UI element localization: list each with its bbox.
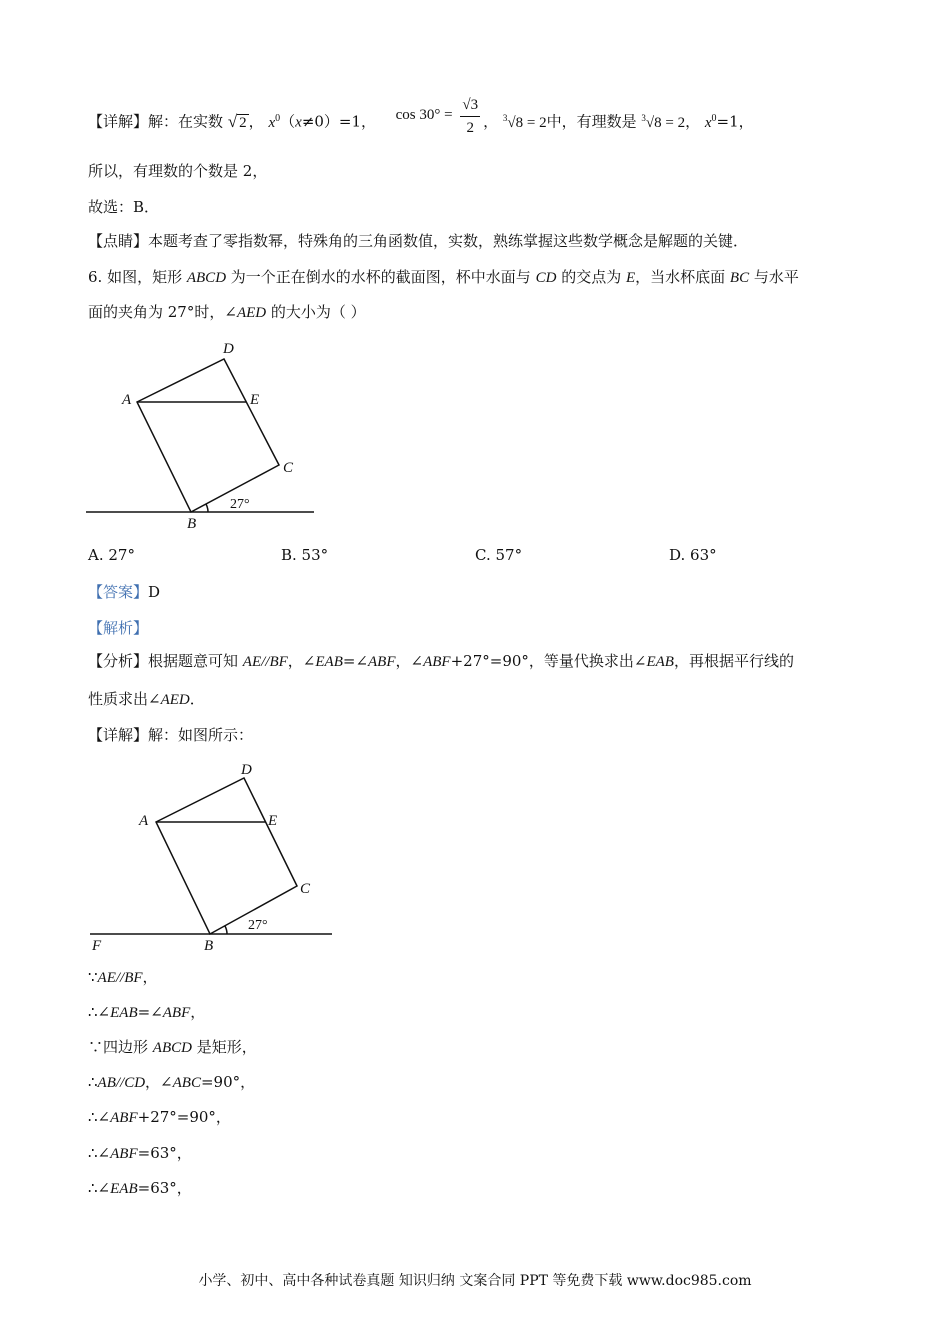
- step-2: ∴∠EAB=∠ABF，: [88, 1003, 206, 1021]
- answer-tag: 【答案】: [88, 583, 149, 601]
- analysis-line-1: 【分析】根据题意可知 AE//BF，∠EAB=∠ABF，∠ABF+27°=90°，等量代换求出∠EAB，再根据平行线的: [88, 652, 794, 670]
- step-1: ∵AE//BF，: [88, 968, 158, 986]
- step-4: ∴AB//CD，∠ABC=90°，: [88, 1073, 256, 1091]
- label-d: D: [223, 341, 234, 357]
- angle-label-2: 27°: [248, 918, 268, 933]
- step-7: ∴∠EAB=63°，: [88, 1179, 192, 1197]
- x-power-zero: $x^0$: [268, 112, 281, 131]
- angle-arc: [206, 504, 208, 512]
- label-c: C: [283, 460, 294, 476]
- step-5: ∴∠ABF+27°=90°，: [88, 1108, 231, 1126]
- figure-cup-1: [80, 332, 330, 532]
- angle-arc-2: [225, 926, 227, 934]
- paragraph-choose: 故选：B．: [88, 198, 160, 216]
- option-d[interactable]: D. 63°: [669, 546, 717, 564]
- label-b: B: [187, 516, 197, 532]
- analysis-line-2: 性质求出∠AED．: [88, 690, 205, 708]
- option-a[interactable]: A. 27°: [88, 546, 135, 564]
- cube-root-8-b: $^3$√8 = 2: [641, 112, 686, 131]
- question-6-line-1: 6. 如图，矩形 ABCD 为一个正在倒水的水杯的截面图，杯中水面与 CD 的交点为 E，当水杯底面 BC 与水平: [88, 268, 799, 286]
- detail-text: 解：在实数: [148, 112, 224, 131]
- option-b[interactable]: B. 53°: [281, 546, 329, 564]
- label-b-2: B: [204, 938, 214, 954]
- rectangle-abcd-2: [156, 778, 297, 934]
- page-footer: 小学、初中、高中各种试卷真题 知识归纳 文案合同 PPT 等免费下载 www.doc985.com: [198, 1273, 752, 1289]
- label-e: E: [250, 392, 260, 408]
- cube-root-8: $^3$√8 = 2: [502, 112, 547, 131]
- figure-cup-2: [80, 752, 340, 957]
- question-6-line-2: 面的夹角为 27°时，∠AED 的大小为（ ）: [88, 303, 366, 321]
- x-power-zero-b: $x^0$: [704, 112, 717, 131]
- label-d-2: D: [241, 762, 252, 778]
- paragraph-remark: 【点睛】本题考查了零指数幂，特殊角的三角函数值，实数，熟练掌握这些数学概念是解题的关键．: [88, 232, 749, 250]
- paragraph-count: 所以，有理数的个数是 2，: [88, 162, 268, 180]
- answer-value: D: [148, 583, 161, 601]
- rectangle-abcd: [137, 359, 279, 512]
- detail-line-2: 【详解】解：如图所示：: [88, 726, 254, 744]
- step-6: ∴∠ABF=63°，: [88, 1144, 192, 1162]
- cos-30: cos 30° =: [395, 106, 453, 123]
- label-e-2: E: [268, 813, 278, 829]
- step-3: ∵四边形 ABCD 是矩形，: [88, 1038, 257, 1056]
- label-f-2: F: [92, 938, 102, 954]
- angle-label: 27°: [230, 497, 250, 512]
- analysis-tag: 【解析】: [88, 619, 149, 637]
- cos-fraction: $\frac{√3}{2}$: [460, 94, 480, 139]
- label-c-2: C: [300, 881, 311, 897]
- answer-line: [88, 581, 160, 603]
- label-a: A: [122, 392, 132, 408]
- detail-line-1: 【详解】解：在实数 √ 2 ， $x^0(x\ne 0)=1$， cos 30° = $\frac{√3}{2}$ ， $^3$√8 = 2中，有理数是 $^3$√8 = 2， $x^0=1$，: [88, 100, 754, 145]
- label-a-2: A: [139, 813, 149, 829]
- sqrt-2: √ 2: [227, 111, 247, 131]
- option-c[interactable]: C. 57°: [475, 546, 523, 564]
- detail-tag: 【详解】: [88, 112, 149, 131]
